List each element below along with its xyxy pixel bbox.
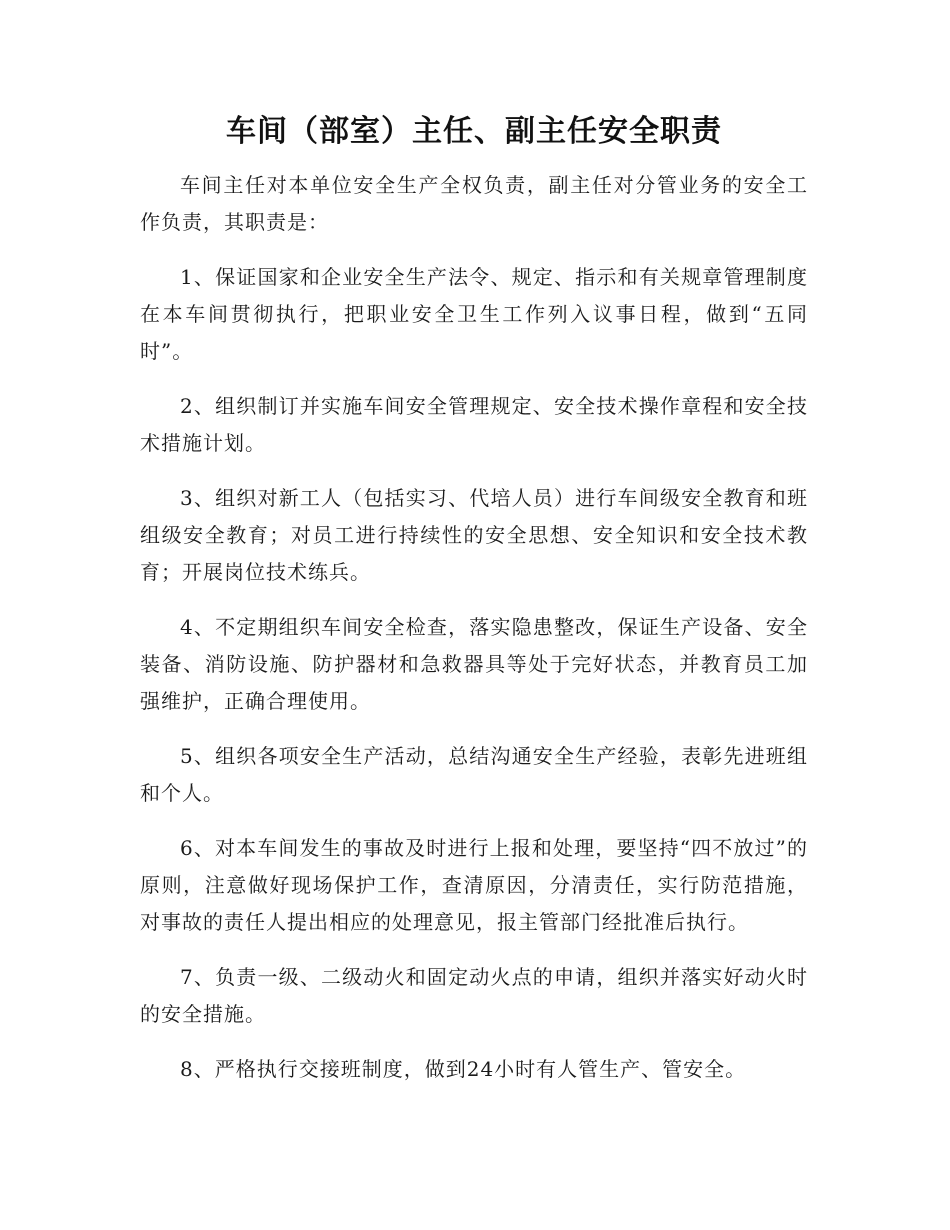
duty-item-8: 8、严格执行交接班制度，做到24小时有人管生产、管安全。 — [180, 1057, 747, 1081]
duty-item-1: 1、保证国家和企业安全生产法令、规定、指示和有关规章管理制度在本车间贯彻执行，把职业安全卫生工作列入议事日程，做到“五同时”。 — [140, 265, 808, 363]
duty-item-5: 5、组织各项安全生产活动，总结沟通安全生产经验，表彰先进班组和个人。 — [140, 744, 808, 805]
document-title: 车间（部室）主任、副主任安全职责 — [226, 114, 722, 149]
document-page — [140, 112, 808, 1088]
duty-item-2: 2、组织制订并实施车间安全管理规定、安全技术操作章程和安全技术措施计划。 — [140, 394, 808, 455]
duty-item-3: 3、组织对新工人（包括实习、代培人员）进行车间级安全教育和班组级安全教育；对员工进行持续性的安全思想、安全知识和安全技术教育；开展岗位技术练兵。 — [140, 486, 808, 584]
duty-item-7: 7、负责一级、二级动火和固定动火点的申请，组织并落实好动火时的安全措施。 — [140, 965, 808, 1026]
duty-item-6: 6、对本车间发生的事故及时进行上报和处理，要坚持“四不放过”的原则，注意做好现场保护工作，查清原因，分清责任，实行防范措施，对事故的责任人提出相应的处理意见，报主管部门经批准后执行。 — [140, 836, 808, 934]
intro-paragraph: 车间主任对本单位安全生产全权负责，副主任对分管业务的安全工作负责，其职责是： — [140, 173, 808, 234]
duty-item-4: 4、不定期组织车间安全检查，落实隐患整改，保证生产设备、安全装备、消防设施、防护器材和急救器具等处于完好状态，并教育员工加强维护，正确合理使用。 — [140, 615, 808, 713]
